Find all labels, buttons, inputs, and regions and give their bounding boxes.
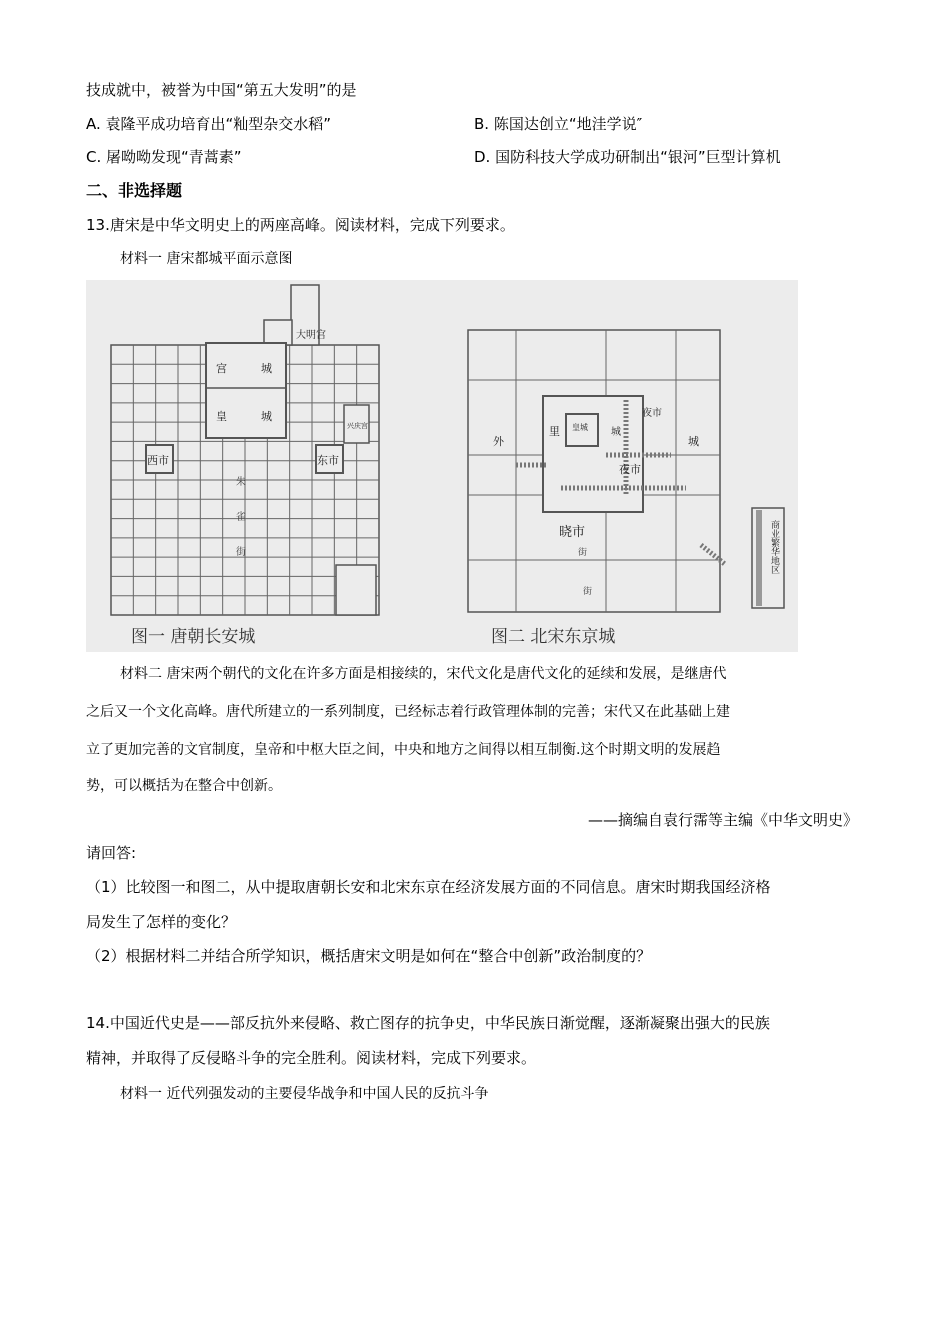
label-yeshi-1: 夜市	[642, 408, 662, 419]
label-yeshi-2: 夜市	[619, 463, 641, 476]
label-huangcheng: 皇城	[572, 423, 588, 432]
label-zhu: 朱	[236, 477, 246, 488]
label-dongshi: 东市	[317, 454, 339, 467]
label-li: 里	[549, 425, 560, 438]
q13-stem: 13.唐宋是中华文明史上的两座高峰。阅读材料，完成下列要求。	[86, 216, 515, 234]
palace-imperial-city	[206, 343, 286, 438]
material2-line-4: 势，可以概括为在整合中创新。	[86, 778, 282, 794]
section-title: 二、非选择题	[86, 181, 183, 200]
material2-line-2: 之后又一个文化高峰。唐代所建立的一系列制度，已经标志着行政管理体制的完善；宋代又在此基础上建	[86, 704, 730, 720]
label-jie: 街	[236, 547, 246, 558]
label-jie-2a: 街	[578, 548, 588, 558]
answer-prompt: 请回答:	[86, 844, 137, 862]
label-xiaoshi: 晓市	[559, 525, 586, 540]
q12-option-a: A. 袁隆平成功培育出“籼型杂交水稻”	[86, 115, 332, 133]
label-outer-cheng: 城	[688, 435, 699, 448]
q12-stem-tail: 技成就中，被誉为中国“第五大发明”的是	[86, 81, 357, 99]
label-inner-cheng: 城	[611, 427, 621, 438]
q13-sub1-line-2: 局发生了怎样的变化？	[86, 913, 237, 931]
material2-source: ——摘编自袁行霈等主编《中华文明史》	[587, 811, 858, 829]
q13-material1-title: 材料一 唐宋都城平面示意图	[120, 251, 293, 267]
legend-swatch	[756, 510, 762, 606]
label-xingqinggong: 兴庆宫	[347, 422, 368, 430]
label-daminggong: 大明宫	[296, 330, 326, 341]
q14-stem-line-2: 精神，并取得了反侵略斗争的完全胜利。阅读材料，完成下列要求。	[86, 1049, 537, 1067]
label-jie-2b: 街	[583, 587, 593, 597]
q12-option-c: C. 屠呦呦发现“青蒿素”	[86, 148, 242, 166]
label-cheng-2: 城	[261, 410, 272, 423]
caption-fig1: 图一 唐朝长安城	[131, 627, 256, 647]
q14-stem-line-1: 14.中国近代史是——部反抗外来侵略、救亡图存的抗争史，中华民族日渐觉醒，逐渐凝聚出强大的民族	[86, 1014, 770, 1032]
label-huang: 皇	[216, 410, 227, 423]
label-gong: 宫	[216, 362, 227, 375]
legend-label: 商业繁华地区	[769, 520, 779, 574]
q14-material1-title: 材料一 近代列强发动的主要侵华战争和中国人民的反抗斗争	[120, 1086, 489, 1102]
label-xishi: 西市	[147, 454, 169, 467]
q12-option-b: B. 陈国达创立“地洼学说″	[474, 115, 643, 133]
caption-fig2: 图二 北宋东京城	[491, 627, 616, 647]
label-cheng-1: 城	[261, 362, 272, 375]
city-plan-figure	[86, 280, 798, 652]
q13-sub1-line-1: （1）比较图一和图二，从中提取唐朝长安和北宋东京在经济发展方面的不同信息。唐宋时期我国经济格	[86, 878, 771, 896]
material2-line-1: 材料二 唐宋两个朝代的文化在许多方面是相接续的，宋代文化是唐代文化的延续和发展，是继唐代	[120, 666, 727, 682]
q13-sub2: （2）根据材料二并结合所学知识，概括唐宋文明是如何在“整合中创新”政治制度的？	[86, 947, 652, 965]
q12-option-d: D. 国防科技大学成功研制出“银河”巨型计算机	[474, 148, 781, 166]
label-que: 雀	[236, 512, 246, 523]
material2-line-3: 立了更加完善的文官制度，皇帝和中枢大臣之间，中央和地方之间得以相互制衡.这个时期文明的发展趋	[86, 742, 721, 758]
label-wai: 外	[493, 435, 504, 448]
